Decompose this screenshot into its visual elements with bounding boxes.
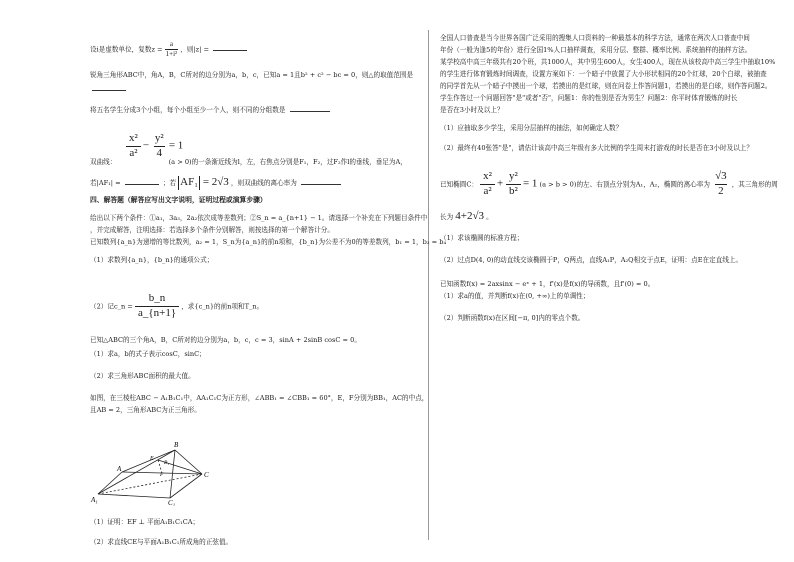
answer-blank bbox=[92, 90, 126, 91]
hyperbola-equation: $\frac{\text{x²}}{\text{a²}}$ − $\frac{\text{y²}}{4}$ = 1 bbox=[126, 132, 183, 161]
fraction: $\frac{a}{\text{1+i²}}$ bbox=[165, 40, 178, 58]
fraction: $\frac{\text{x²}}{\text{a²}}$ bbox=[126, 132, 141, 161]
fraction: $\frac{\text{y²}}{4}$ bbox=[154, 132, 164, 159]
question-sequence: 给出以下两个条件：①a₁，3a₃，2a₂依次成等差数列；②S_n = a_{n+1} − 1。请选择一个补充在下列题目条件中 bbox=[90, 214, 428, 222]
label-vertex-B1: B₁ bbox=[164, 460, 170, 466]
question-triangle-area: 已知△ABC的三个角A，B，C所对的边分别为a，b，c，c = 3，sinA + 2sinB cosC = 0。 bbox=[90, 336, 361, 344]
question-grouping: 将五名学生分成3个小组，每个小组至少一个人，则不同的分组数是 bbox=[90, 106, 332, 114]
label-vertex-C: C bbox=[204, 471, 209, 479]
question-ellipse: 已知椭圆C： $\frac{\text{x²}}{\text{a²}}$ + $\frac{\text{y²}}{\text{b²}}$ = 1 (a > b > 0)的左、右顶点分别为A₁，A₂，椭圆的离心率为 $\frac{√3}{2}$ ，其三角形的周 bbox=[440, 170, 778, 197]
label-point-E: E bbox=[150, 456, 154, 462]
sequence-part-2: （2）记c_n = $\frac{b\_n}{a\_\{n+1\}}$ ，求{c_n}的前n项和T_n。 bbox=[90, 292, 264, 319]
label-point-F: F bbox=[160, 472, 164, 478]
fraction: $\frac{\text{y²}}{\text{b²}}$ bbox=[506, 170, 521, 199]
section-heading-answers: 四、解答题（解答应写出文字说明，证明过程或演算步骤） bbox=[90, 196, 267, 204]
answer-blank bbox=[125, 184, 159, 185]
label-vertex-B: B bbox=[174, 441, 179, 449]
label-vertex-C1: C₁ bbox=[168, 499, 176, 506]
prism-figure bbox=[90, 416, 220, 506]
question-triangle-range: 锐角三角形ABC中，角A，B，C所对的边分别为a，b，c，已知a = 1且b² + c² − bc = 0，则△的取值范围是 bbox=[90, 71, 414, 79]
question-complex-number: 设i是虚数单位，复数z = $\frac{a}{\text{1+i²}}$ ，则|z| = bbox=[90, 40, 249, 59]
label-vertex-A: A bbox=[117, 465, 122, 473]
fraction: $\frac{\text{x²}}{\text{a²}}$ bbox=[480, 170, 495, 199]
question-hyperbola: 双曲线： (a > 0)的一条渐近线为l，左，右焦点分别是F₁，F₂，过F₂作l的垂线，垂足为A， bbox=[90, 158, 407, 166]
answer-blank bbox=[290, 111, 330, 112]
fraction: $\frac{b\_n}{a\_\{n+1\}}$ bbox=[135, 292, 179, 321]
label-vertex-A1: A₁ bbox=[91, 496, 98, 504]
exam-page: 设i是虚数单位，复数z = $\frac{a}{\text{1+i²}}$ ，则|z| = 锐角三角形ABC中，角A，B，C所对的边分别为a，b，c，已知a = 1且b² + c² − bc = 0，则△的取值范围是 将五名学生分成3个小组，每个小组至少一个人，则不同的分组数是 $\frac{\text{x²}}{\text{a²}}$ − $\frac{\text{y²}}{4}$ = 1 双曲线： (a > 0)的一条渐近线为l，左，右焦点分别是F₁，F₂，过F₂作l的垂线，垂足为A， 若|AF₁| = ；若 AF₁ = 2√3 ，则双曲线的离心率为 四、解答题（解答应写出文字说明，证明过程或演算步骤） 给出以下两个条件：①a₁，3a₃，2a₂依次成等差数列；②S_n = a_{n+1} − 1。请选择一个补充在下列题目条件中 ，并完成解答，注明选择：若选择多个条件分别解答，则按选择的第一个解答计分。 已知数列{a_n}为递增的等比数列，a₂ = 1，S_n为{a_n}的前n项和，{b_n}为公差不为0的等差数列，b₁ = 1，b₃ = b₄ （1）求数列{a_n}，{b_n}的通项公式； （2）记c_n = $\frac{b\_n}{a\_\{n+1\}}$ ，求{c_n}的前n项和T_n。 已知△ABC的三个角A，B，C所对的边分别为a，b，c，c = 3，sinA + 2sinB cosC = 0。 （1）求a，b的式子表示cosC，sinC； （2）求三角形ABC面积的最大值。 如图，在三棱柱ABC − A₁B₁C₁中，AA₁C₁C为正方形，∠ABB₁ = ∠CBB₁ = 60°，E，F分别为BB₁，AC的中点， 且AB = 2，三角形ABC为正三角形。 B A C E A₁ C₁ B₁ F （1）证明：EF ⊥ 平面A₁B₁C₁CA； （2）求直线CE与平面A₁B₁C₁所成角的正弦值。 全国人口普查是当今世界各国广泛采用的搜集人口资料的一种最基本的科学方法，通常在两次人口普查中间 年份（一般为逢5的年份）进行全国1%人口抽样调查，采用分层、整群、概率比例、系统抽样的抽样方法。 某学校高中高三年级共有20个班，共1000人，其中男生600人，女生400人，现在从该校高中高三学生中抽取10% 的学生进行体育锻炼时间调查，设置方案如下：一个暗子中放置了大小形状相同的20个红球，20个白球，被抽查 的同学首先从一个暗子中摸出一个球，若摸出的是红球，则在问卷上作答问题1，若摸出的是白球，则作答问题2。 学生作答过一个问题回答"是"或者"否"，问题1：你的性别是否为男生？问题2：你平时体育锻炼的时长 是否在3小时及以上？ （1）应抽取多少学生，采用分层抽样的抽法，如何确定人数？ （2）最终有40张答"是"，请估计该高中高三年级有多大比例的学生周末打游戏的时长是否在3小时及以上？ 已知椭圆C： $\frac{\text{x²}}{\text{a²}}$ + $\frac{\text{y²}}{\text{b²}}$ = 1 (a > b > 0)的左、右顶点分别为A₁，A₂，椭圆的离心率为 $\frac{√3}{2}$ ，其三角形的周 长为 4+2√3 。 （1）求该椭圆的标准方程； （2）过点D(4, 0)的动直线交该椭圆于P，Q两点，直线A₁P，A₂Q相交于点E，证明：点E在定直线上。 已知函数f(x) = 2axsinx − eˣ + 1，f'(x)是f(x)的导函数，且f'(0) = 0。 （1）求a的值，并判断f(x)在(0, +∞)上的单调性； （2）判断函数f(x)在区间[−π, 0]内的零点个数。 bbox=[0, 0, 794, 562]
fraction: $\frac{√3}{2}$ bbox=[715, 170, 727, 197]
answer-blank bbox=[301, 184, 341, 185]
column-divider bbox=[428, 30, 429, 540]
question-function: 已知函数f(x) = 2axsinx − eˣ + 1，f'(x)是f(x)的导函数，且f'(0) = 0。 bbox=[440, 280, 655, 288]
question-prism: 如图，在三棱柱ABC − A₁B₁C₁中，AA₁C₁C为正方形，∠ABB₁ = ∠CBB₁ = 60°，E，F分别为BB₁，AC的中点， bbox=[90, 394, 429, 402]
answer-blank bbox=[213, 50, 247, 51]
question-census-survey: 全国人口普查是当今世界各国广泛采用的搜集人口资料的一种最基本的科学方法，通常在两次人口普查中间 bbox=[440, 34, 750, 42]
